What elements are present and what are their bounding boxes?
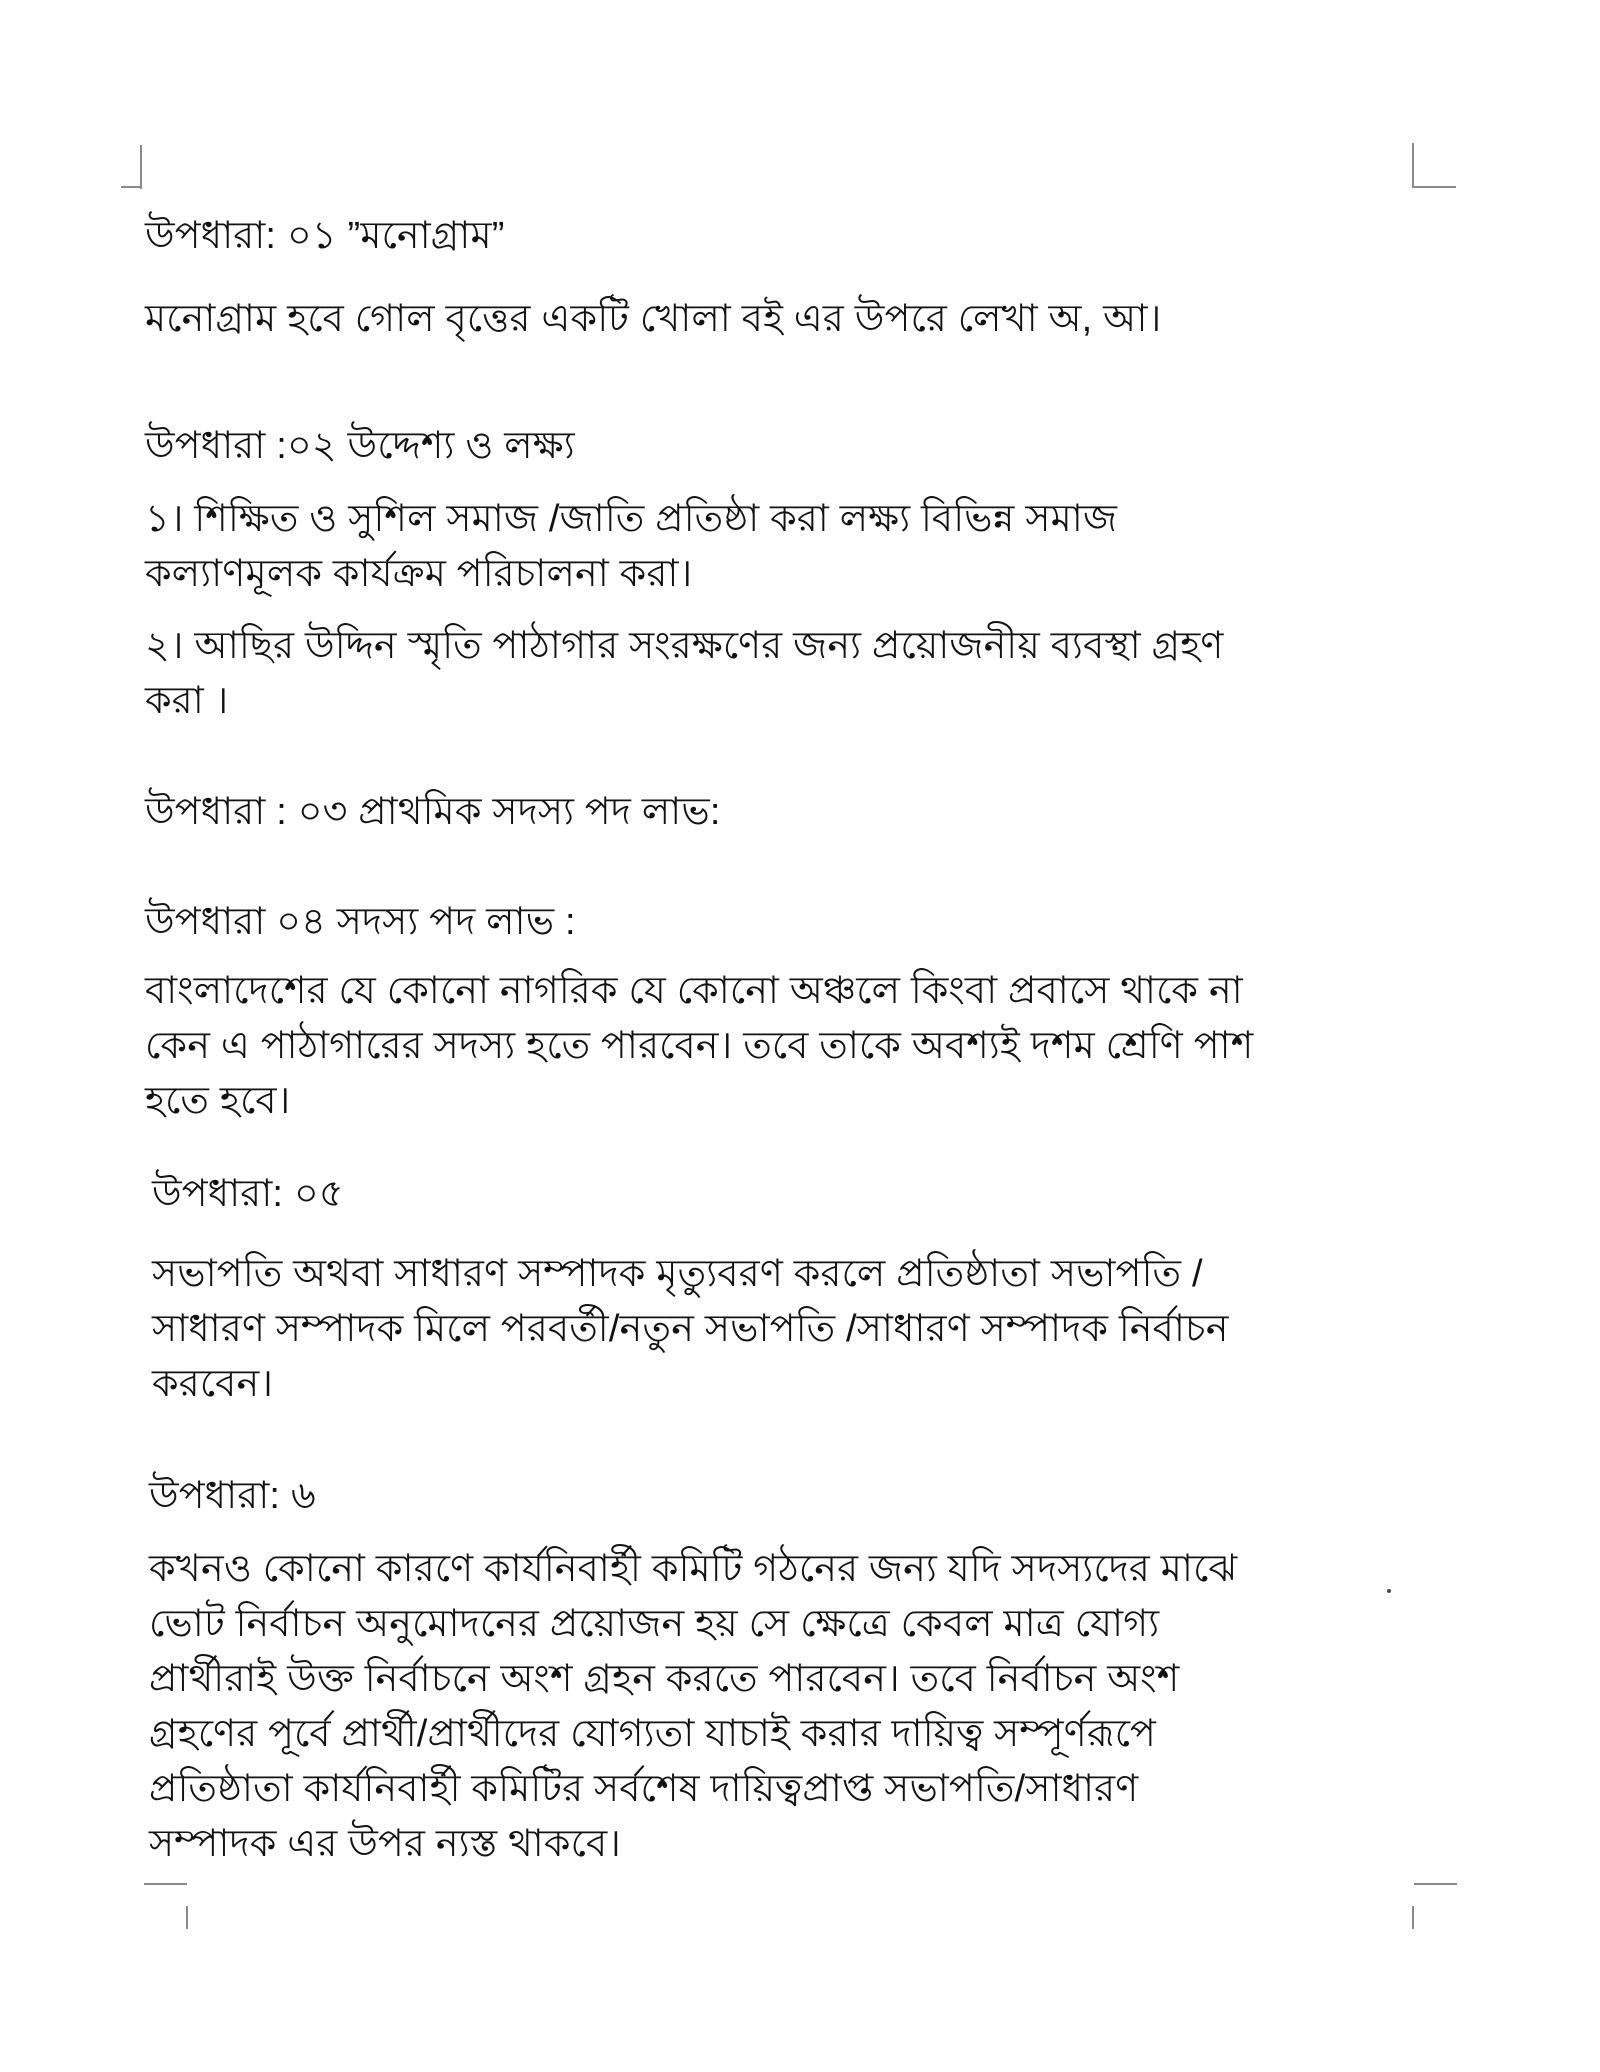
crop-mark-bottom-left-horizontal <box>144 1883 187 1885</box>
heading-upodhara-02 <box>145 419 575 474</box>
heading-upodhara-06 <box>149 1469 316 1524</box>
paragraph-membership <box>145 964 1253 1129</box>
heading-text: উপধারা: ০১ ”মনোগ্রাম” <box>145 215 505 257</box>
heading-upodhara-01 <box>145 209 505 264</box>
paragraph-monogram <box>145 292 1162 347</box>
heading-text: উপধারা : ০৩ প্রাথমিক সদস্য পদ লাভ: <box>145 791 721 833</box>
crop-mark-top-right-horizontal <box>1412 186 1456 188</box>
heading-text: উপধারা :০২ উদ্দেশ্য ও লক্ষ্য <box>145 425 575 467</box>
paragraph-succession <box>152 1247 1229 1412</box>
text-line: ২। আছির উদ্দিন স্মৃতি পাঠাগার সংরক্ষণের জন্য প্রয়োজনীয় ব্যবস্থা গ্রহণ <box>145 625 1224 667</box>
text-line: কখনও কোনো কারণে কার্যনিবার্হী কমিটি গঠনের জন্য যদি সদস্যদের মাঝে <box>149 1548 1238 1590</box>
heading-text: উপধারা: ০৫ <box>152 1173 344 1215</box>
stray-ink-dot <box>1387 1589 1391 1593</box>
text-line: বাংলাদেশের যে কোনো নাগরিক যে কোনো অঞ্চলে কিংবা প্রবাসে থাকে না <box>145 970 1243 1012</box>
list-item-2 <box>145 619 1224 729</box>
text-line: মনোগ্রাম হবে গোল বৃত্তের একটি খোলা বই এর উপরে লেখা অ, আ। <box>145 298 1162 340</box>
heading-text: উপধারা ০৪ সদস্য পদ লাভ : <box>145 901 576 943</box>
text-line: ভোট নির্বাচন অনুমোদনের প্রয়োজন হয় সে ক্ষেত্রে কেবল মাত্র যোগ্য <box>149 1603 1160 1645</box>
text-line: সাধারণ সম্পাদক মিলে পরবর্তী/নতুন সভাপতি /সাধারণ সম্পাদক নির্বাচন <box>152 1308 1229 1350</box>
crop-mark-bottom-right-horizontal <box>1414 1883 1457 1885</box>
crop-mark-top-left-horizontal <box>121 186 142 188</box>
text-line: ১। শিক্ষিত ও সুশিল সমাজ /জাতি প্রতিষ্ঠা করা লক্ষ্য বিভিন্ন সমাজ <box>145 498 1118 540</box>
heading-upodhara-03 <box>145 785 721 840</box>
paragraph-election <box>149 1542 1237 1872</box>
text-line: গ্রহণের পূর্বে প্রার্থী/প্রার্থীদের যোগ্যতা যাচাই করার দায়িত্ব সম্পূর্ণরূপে <box>149 1713 1157 1755</box>
heading-text: উপধারা: ৬ <box>149 1475 316 1517</box>
text-line: প্রার্থীরাই উক্ত নির্বাচনে অংশ গ্রহন করতে পারবেন। তবে নির্বাচন অংশ <box>149 1658 1180 1700</box>
text-line: করা । <box>145 680 229 722</box>
heading-upodhara-04 <box>145 895 576 950</box>
text-line: প্রতিষ্ঠাতা কার্যনিবার্হী কমিটির সর্বশেষ দায়িত্বপ্রাপ্ত সভাপতি/সাধারণ <box>149 1768 1139 1810</box>
crop-mark-bottom-left-vertical <box>186 1906 188 1929</box>
list-item-1 <box>145 492 1117 602</box>
text-line: করবেন। <box>152 1363 274 1405</box>
text-line: সভাপতি অথবা সাধারণ সম্পাদক মৃত্যুবরণ করলে প্রতিষ্ঠাতা সভাপতি / <box>152 1253 1203 1295</box>
crop-mark-bottom-right-vertical <box>1412 1906 1414 1929</box>
text-line: হতে হবে। <box>145 1080 291 1122</box>
crop-mark-top-left-vertical <box>140 145 142 189</box>
text-line: কল্যাণমূলক কার্যক্রম পরিচালনা করা। <box>145 553 693 595</box>
text-line: সম্পাদক এর উপর ন্যস্ত থাকবে। <box>149 1823 622 1865</box>
text-line: কেন এ পাঠাগারের সদস্য হতে পারবেন। তবে তাকে অবশ্যই দশম শ্রেণি পাশ <box>145 1025 1254 1067</box>
heading-upodhara-05 <box>152 1167 344 1222</box>
crop-mark-top-right-vertical <box>1412 143 1414 188</box>
